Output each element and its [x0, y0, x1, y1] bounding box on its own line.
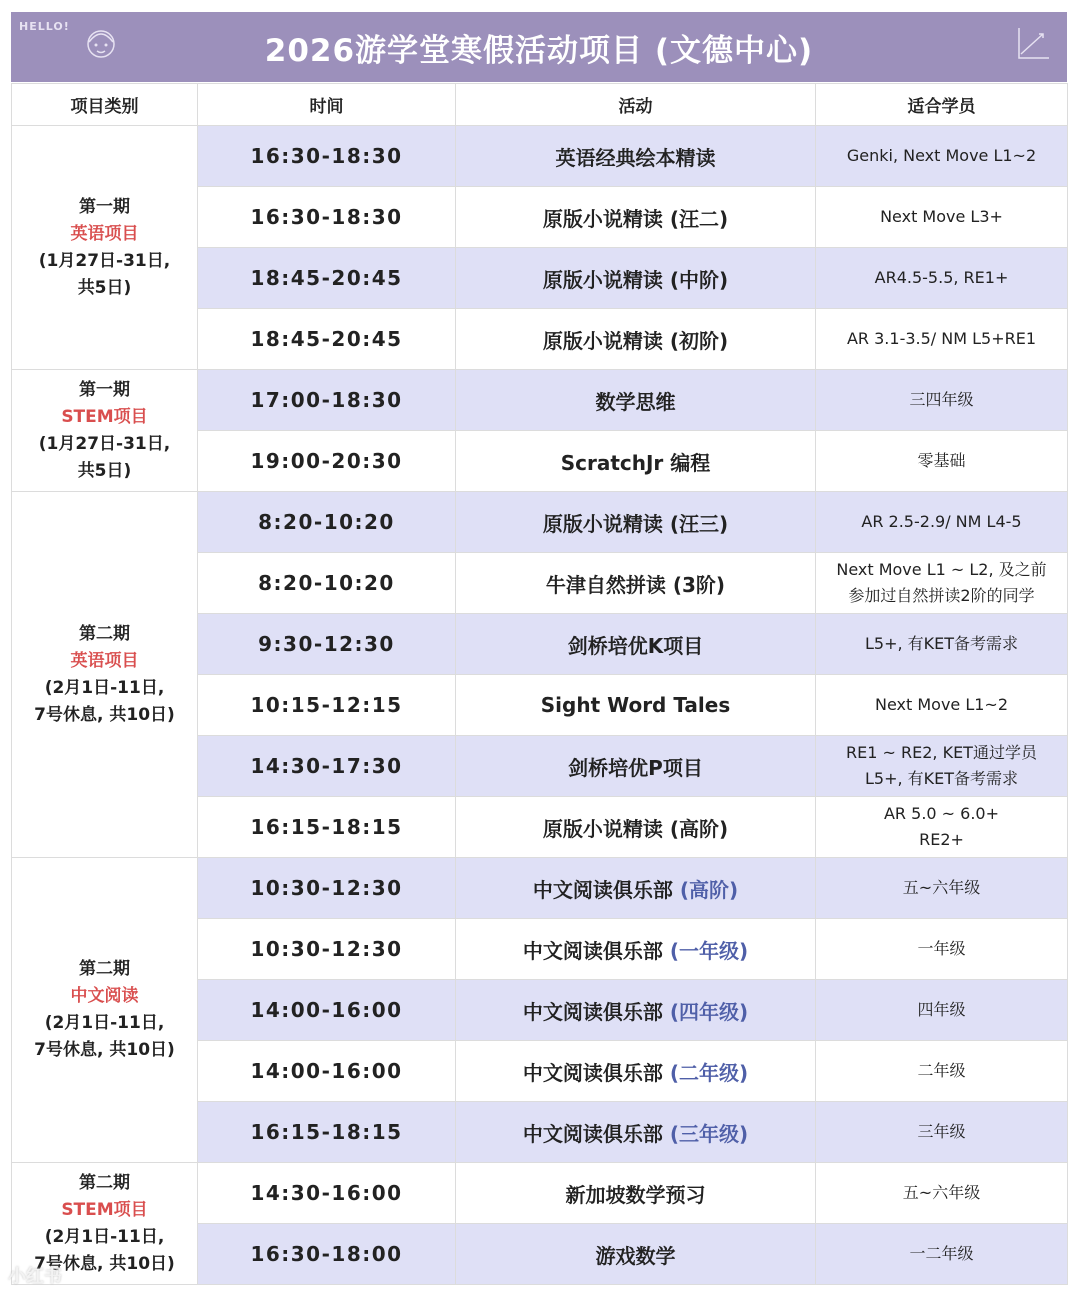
activity-name: 原版小说精读 (汪二) [542, 206, 729, 231]
category-date1: (2月1日-11日, [44, 1226, 165, 1247]
category-term: 第二期 [79, 1172, 130, 1193]
time-cell: 16:30-18:30 [198, 187, 456, 248]
time-cell: 14:30-17:30 [198, 736, 456, 797]
activity-name: 原版小说精读 (初阶) [542, 328, 729, 353]
category-term: 第一期 [79, 196, 130, 217]
students-text: RE1 ~ RE2, KET通过学员 [846, 743, 1037, 762]
category-date2: 共5日) [77, 460, 132, 481]
students-text: 三四年级 [909, 390, 974, 409]
category-date1: (2月1日-11日, [44, 1013, 165, 1033]
category-type: STEM项目 [61, 406, 148, 427]
time-cell: 10:15-12:15 [198, 675, 456, 736]
schedule-table [11, 83, 1068, 1285]
activity-level: (二年级) [662, 1060, 749, 1085]
time-cell: 14:30-16:00 [198, 1163, 456, 1224]
category-type: STEM项目 [61, 1199, 148, 1220]
category-type: 英语项目 [70, 650, 139, 671]
students-cell [816, 309, 1068, 370]
students-text-line2: RE2+ [919, 830, 964, 849]
activity-cell [456, 980, 816, 1041]
students-text-line2: L5+, 有KET备考需求 [864, 769, 1019, 788]
students-text: Genki, Next Move L1~2 [846, 146, 1037, 165]
time-cell: 14:00-16:00 [198, 980, 456, 1041]
students-text: AR 2.5-2.9/ NM L4-5 [861, 512, 1022, 531]
time-cell: 10:30-12:30 [198, 858, 456, 919]
activity-cell [456, 187, 816, 248]
girl-doodle-icon [81, 24, 121, 68]
students-cell [816, 370, 1068, 431]
activity-name: 原版小说精读 (汪三) [542, 511, 729, 536]
time-cell: 8:20-10:20 [198, 492, 456, 553]
title-bar [11, 12, 1067, 82]
time-cell: 8:20-10:20 [198, 553, 456, 614]
table-header-row [12, 84, 1068, 126]
time-cell: 18:45-20:45 [198, 248, 456, 309]
table-row [12, 370, 1068, 431]
time-cell: 19:00-20:30 [198, 431, 456, 492]
column-header-students: 适合学员 [816, 84, 1068, 126]
activity-level: (四年级) [662, 999, 749, 1024]
category-term: 第二期 [79, 623, 130, 644]
students-text: AR4.5-5.5, RE1+ [874, 268, 1009, 287]
students-text-line2: 参加过自然拼读2阶的同学 [848, 586, 1035, 605]
category-date2: 共5日) [77, 277, 132, 298]
hello-text: HELLO! [19, 20, 70, 33]
category-date2: 7号休息, 共10日) [34, 1040, 175, 1060]
table-row [12, 492, 1068, 553]
activity-cell [456, 248, 816, 309]
category-cell [12, 492, 198, 858]
activity-name: 剑桥培优P项目 [568, 755, 703, 780]
activity-name: 英语经典绘本精读 [555, 145, 716, 170]
table-row [12, 858, 1068, 919]
activity-cell [456, 1102, 816, 1163]
column-header-category: 项目类别 [12, 84, 198, 126]
students-text: 四年级 [917, 1000, 966, 1019]
time-cell: 9:30-12:30 [198, 614, 456, 675]
category-date2: 7号休息, 共10日) [34, 704, 175, 725]
students-cell [816, 553, 1068, 614]
category-cell [12, 126, 198, 370]
activity-level: (高阶) [672, 877, 739, 902]
activity-level: (一年级) [662, 938, 749, 963]
students-cell [816, 980, 1068, 1041]
watermark: 小红书 [8, 1266, 62, 1287]
activity-cell [456, 370, 816, 431]
students-cell [816, 1224, 1068, 1285]
activity-name: 中文阅读俱乐部 [522, 999, 663, 1024]
activity-cell [456, 309, 816, 370]
time-cell: 14:00-16:00 [198, 1041, 456, 1102]
students-text: 五~六年级 [902, 878, 981, 897]
category-date2: 7号休息, 共10日) [34, 1253, 175, 1274]
students-text: 一二年级 [909, 1244, 974, 1263]
category-type: 英语项目 [70, 223, 139, 244]
students-cell [816, 614, 1068, 675]
time-cell: 17:00-18:30 [198, 370, 456, 431]
category-cell [12, 858, 198, 1163]
students-text: 零基础 [917, 451, 966, 470]
students-cell [816, 736, 1068, 797]
activity-level: (三年级) [662, 1121, 749, 1146]
time-cell: 16:15-18:15 [198, 1102, 456, 1163]
students-cell [816, 858, 1068, 919]
time-cell: 18:45-20:45 [198, 309, 456, 370]
students-text: 一年级 [917, 939, 966, 958]
activity-cell [456, 858, 816, 919]
students-cell [816, 248, 1068, 309]
table-row [12, 126, 1068, 187]
activity-cell [456, 919, 816, 980]
activity-name: 中文阅读俱乐部 [532, 877, 673, 902]
students-cell [816, 919, 1068, 980]
activity-cell [456, 797, 816, 858]
page-title: 2026游学堂寒假活动项目 (文德中心) [264, 32, 814, 69]
activity-cell [456, 675, 816, 736]
activity-cell [456, 1224, 816, 1285]
students-text: L5+, 有KET备考需求 [864, 634, 1019, 653]
students-cell [816, 492, 1068, 553]
activity-name: Sight Word Tales [540, 693, 731, 717]
activity-cell [456, 614, 816, 675]
table-row [12, 1163, 1068, 1224]
activity-name: 中文阅读俱乐部 [522, 1060, 663, 1085]
students-text: 三年级 [917, 1122, 966, 1141]
hello-doodle [19, 20, 70, 33]
activity-cell [456, 126, 816, 187]
students-text: Next Move L1 ~ L2, 及之前 [836, 560, 1047, 579]
activity-name: 牛津自然拼读 (3阶) [545, 572, 726, 597]
students-text: Next Move L1~2 [874, 695, 1009, 714]
students-cell [816, 126, 1068, 187]
students-cell [816, 187, 1068, 248]
time-cell: 16:30-18:30 [198, 126, 456, 187]
column-header-activity: 活动 [456, 84, 816, 126]
students-cell [816, 431, 1068, 492]
activity-name: ScratchJr 编程 [560, 450, 711, 475]
activity-name: 新加坡数学预习 [565, 1182, 706, 1207]
students-cell [816, 1041, 1068, 1102]
category-date1: (1月27日-31日, [38, 250, 171, 271]
activity-cell [456, 431, 816, 492]
activity-cell [456, 492, 816, 553]
students-text: 二年级 [917, 1061, 966, 1080]
category-type: 中文阅读 [70, 986, 139, 1006]
activity-cell [456, 553, 816, 614]
time-cell: 16:30-18:00 [198, 1224, 456, 1285]
activity-cell [456, 1041, 816, 1102]
table-body [12, 126, 1068, 1285]
students-cell [816, 675, 1068, 736]
category-date1: (1月27日-31日, [38, 433, 171, 454]
activity-name: 原版小说精读 (中阶) [542, 267, 729, 292]
activity-name: 中文阅读俱乐部 [522, 1121, 663, 1146]
students-text: 五~六年级 [902, 1183, 981, 1202]
time-cell: 16:15-18:15 [198, 797, 456, 858]
activity-name: 数学思维 [595, 389, 676, 414]
students-cell [816, 1102, 1068, 1163]
activity-name: 剑桥培优K项目 [567, 633, 704, 658]
students-cell [816, 1163, 1068, 1224]
activity-name: 原版小说精读 (高阶) [542, 816, 729, 841]
activity-cell [456, 736, 816, 797]
time-cell: 10:30-12:30 [198, 919, 456, 980]
category-term: 第一期 [79, 379, 130, 400]
category-date1: (2月1日-11日, [44, 677, 165, 698]
category-term: 第二期 [79, 959, 130, 979]
students-cell [816, 797, 1068, 858]
activity-name: 游戏数学 [595, 1243, 676, 1268]
axes-doodle-icon [1013, 24, 1053, 64]
category-cell [12, 370, 198, 492]
column-header-time: 时间 [198, 84, 456, 126]
students-text: AR 3.1-3.5/ NM L5+RE1 [846, 329, 1037, 348]
activity-cell [456, 1163, 816, 1224]
students-text: AR 5.0 ~ 6.0+ [883, 804, 1000, 823]
activity-name: 中文阅读俱乐部 [522, 938, 663, 963]
students-text: Next Move L3+ [880, 207, 1003, 226]
